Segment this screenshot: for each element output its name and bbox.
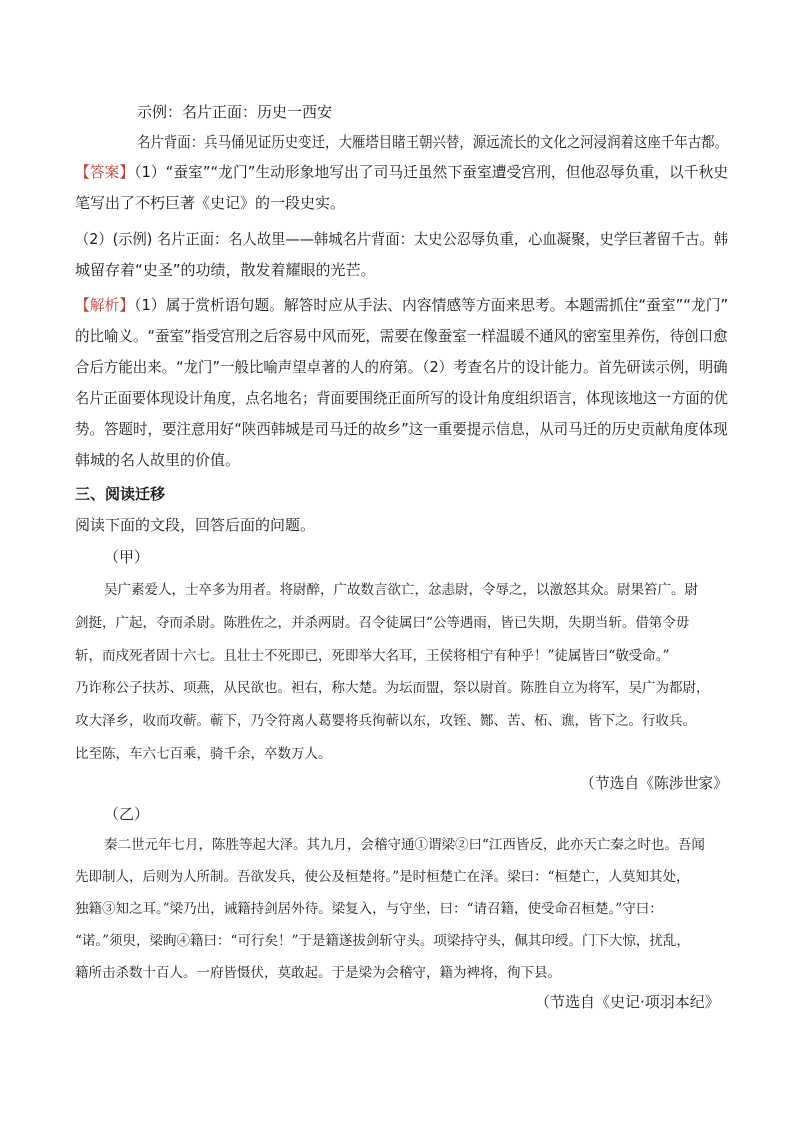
example-front: 示例：名片正面：历史一西安 (137, 103, 333, 121)
analysis-line-6: 韩城的名人故里的价值。 (75, 451, 241, 469)
analysis-line-3: 合后方能出来。“龙门”一般比喻声望卓著的人的府第。（2）考查名片的设计能力。首先研读示例，明确 (75, 358, 728, 376)
passage-a-line-6: 比至陈，车六七百乘，骑千余，卒数万人。 (75, 746, 332, 762)
analysis-line-5: 势。答题时，要注意用好“陕西韩城是司马迁的故乡”这一重要提示信息，从司马迁的历史贡献角度体现 (75, 420, 728, 438)
section-heading: 三、阅读迁移 (75, 485, 166, 503)
instruction: 阅读下面的文段，回答后面的问题。 (75, 516, 316, 534)
example-back: 名片背面：兵马俑见证历史变迁，大雁塔目睹王朝兴替，源远流长的文化之河浸润着这座千年古都。 (137, 133, 729, 151)
passage-b-line-2: 先即制人，后则为人所制。吾欲发兵，使公及桓楚将。”是时桓楚亡在泽。梁曰：“桓楚亡，人莫知其处， (75, 869, 690, 885)
answer-line-1: 【答案】（1）“蚕室”“龙门”生动形象地写出了司马迁虽然下蚕室遭受宫刑，但他忍辱负重，以千秋史 (75, 163, 729, 181)
answer-line-2: 笔写出了不朽巨著《史记》的一段史实。 (75, 194, 346, 212)
passage-a-line-2: 剑挺，广起，夺而杀尉。陈胜佐之，并杀两尉。召令徒属曰“公等遇雨，皆已失期，失期当斩。借第令毋 (75, 615, 690, 631)
passage-b-line-1: 秦二世元年七月，陈胜等起大泽。其九月，会稽守通①谓梁②曰“江西皆反，此亦天亡秦之时也。吾闻 (104, 837, 705, 853)
passage-b-line-5: 籍所击杀数十百人。一府皆慑伏，莫敢起。于是梁为会稽守，籍为裨将，徇下县。 (75, 965, 561, 981)
answer-line-4: 城留存着“史圣”的功绩，散发着耀眼的光芒。 (75, 261, 376, 279)
answer-line-3: （2）(示例) 名片正面：名人故里——韩城名片背面：太史公忍辱负重，心血凝聚，史学巨著留千古。韩 (75, 230, 729, 248)
passage-a-line-5: 攻大泽乡，收而攻蕲。蕲下，乃令符离人葛婴将兵徇蕲以东，攻铚、酂、苦、柘、谯，皆下之。行收兵。 (75, 713, 696, 729)
passage-b-source: （节选自《史记·项羽本纪》 (535, 993, 720, 1011)
passage-b-line-4: “诺。”须臾，梁眴④籍曰：“可行矣！”于是籍遂拔剑斩守头。项梁持守头，佩其印绶。门下大惊，扰乱， (75, 933, 690, 949)
analysis-line-4: 名片正面要体现设计角度，点名地名；背面要围绕正面所写的设计角度组织语言，体现该地这一方面的优 (75, 389, 729, 407)
passage-a-line-1: 吴广素爱人，士卒多为用者。将尉醉，广故数言欲亡，忿恚尉，令辱之，以激怒其众。尉果笞广。尉 (104, 582, 698, 598)
passage-b-label: （乙） (104, 805, 150, 823)
passage-a-label: （甲） (104, 548, 150, 566)
passage-a-line-3: 斩，而戍死者固十六七。且壮士不死即已，死即举大名耳，王侯将相宁有种乎！”徒属皆曰“敬受命。” (75, 648, 670, 664)
analysis-line-2: 的比喻义。“蚕室”指受宫刑之后容易中风而死，需要在像蚕室一样温暖不通风的密室里养伤，待创口愈 (75, 327, 728, 345)
answer-tag: 【答案】 (75, 163, 135, 181)
passage-a-line-4: 乃诈称公子扶苏、项燕，从民欲也。袒右，称大楚。为坛而盟，祭以尉首。陈胜自立为将军，吴广为都尉， (75, 680, 710, 696)
analysis-line-1: 【解析】（1）属于赏析语句题。解答时应从手法、内容情感等方面来思考。本题需抓住“蚕室”“龙门” (75, 296, 729, 314)
passage-a-source: （节选自《陈涉世家》 (580, 774, 729, 792)
passage-b-line-3: 独籍③知之耳。”梁乃出，诫籍持剑居外待。梁复入，与守坐，曰：“请召籍，使受命召桓楚。”守曰： (75, 901, 663, 917)
analysis-tag: 【解析】 (75, 296, 135, 314)
